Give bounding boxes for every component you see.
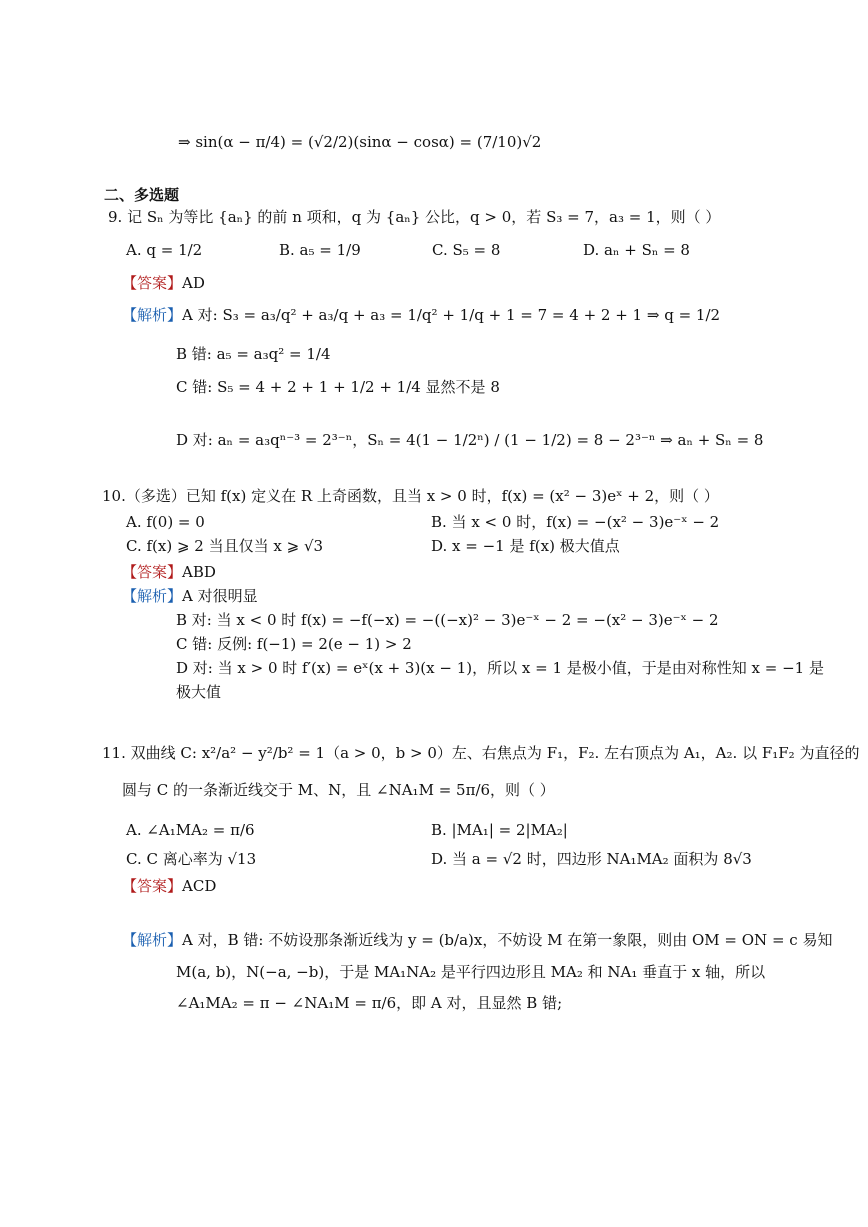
q9-analysis-1 [122,305,720,325]
q11-answer [122,876,216,896]
analysis-tag: 【解析】 [122,931,183,949]
q10-option-b: B. 当 x < 0 时，f(x) = −(x² − 3)e⁻ˣ − 2 [431,513,720,531]
q10-answer [122,562,216,582]
answer-value: ABD [182,563,216,581]
answer-tag: 【答案】 [122,274,183,292]
q10-analysis-4: D 对: 当 x > 0 时 f′(x) = eˣ(x + 3)(x − 1)，所以 x = 1 是极小值，于是由对称性知 x = −1 是 [176,659,824,677]
q9-option-c: C. S₅ = 8 [432,241,501,259]
q11-analysis-2: M(a, b)，N(−a, −b)，于是 MA₁NA₂ 是平行四边形且 MA₂ 和 NA₁ 垂直于 x 轴，所以 [176,963,766,981]
q10-analysis-1 [122,586,258,606]
q10-option-a: A. f(0) = 0 [126,513,205,531]
q9-option-b: B. a₅ = 1/9 [279,241,361,259]
q9-option-a: A. q = 1/2 [126,241,203,259]
q10-analysis-3: C 错: 反例: f(−1) = 2(e − 1) > 2 [176,635,412,653]
section-title: 二、多选题 [104,186,180,204]
q9-answer [122,273,205,293]
answer-value: ACD [182,877,217,895]
q11-stem-1: 11. 双曲线 C: x²/a² − y²/b² = 1（a > 0，b > 0）左、右焦点为 F₁，F₂. 左右顶点为 A₁，A₂. 以 F₁F₂ 为直径的 [102,744,860,762]
q10-stem: 10.（多选）已知 f(x) 定义在 R 上奇函数，且当 x > 0 时，f(x) = (x² − 3)eˣ + 2，则（ ） [102,487,719,505]
q11-option-d: D. 当 a = √2 时，四边形 NA₁MA₂ 面积为 8√3 [431,850,752,868]
q11-option-a: A. ∠A₁MA₂ = π/6 [126,821,255,839]
q11-analysis-1 [122,930,832,950]
answer-value: AD [182,274,205,292]
q11-option-b: B. |MA₁| = 2|MA₂| [431,821,568,839]
answer-tag: 【答案】 [122,563,183,581]
answer-tag: 【答案】 [122,877,183,895]
q9-option-d: D. aₙ + Sₙ = 8 [583,241,690,259]
q9-analysis-2: B 错: a₅ = a₃q² = 1/4 [176,345,331,363]
q9-stem: 9. 记 Sₙ 为等比 {aₙ} 的前 n 项和，q 为 {aₙ} 公比，q > 0，若 S₃ = 7，a₃ = 1，则（ ） [108,208,721,226]
top-formula: ⇒ sin(α − π/4) = (√2/2)(sinα − cosα) = (7/10)√2 [178,133,542,151]
analysis-text: A 对，B 错: 不妨设那条渐近线为 y = (b/a)x，不妨设 M 在第一象限，则由 OM = ON = c 易知 [182,931,833,949]
q11-analysis-3: ∠A₁MA₂ = π − ∠NA₁M = π/6，即 A 对，且显然 B 错; [176,994,563,1012]
analysis-text: A 对: S₃ = a₃/q² + a₃/q + a₃ = 1/q² + 1/q + 1 = 7 = 4 + 2 + 1 ⇒ q = 1/2 [182,306,721,324]
q9-analysis-3: C 错: S₅ = 4 + 2 + 1 + 1/2 + 1/4 显然不是 8 [176,378,500,396]
analysis-text: A 对很明显 [182,587,258,605]
analysis-tag: 【解析】 [122,587,183,605]
analysis-tag: 【解析】 [122,306,183,324]
q9-analysis-4: D 对: aₙ = a₃qⁿ⁻³ = 2³⁻ⁿ，Sₙ = 4(1 − 1/2ⁿ) / (1 − 1/2) = 8 − 2³⁻ⁿ ⇒ aₙ + Sₙ = 8 [176,431,764,449]
q10-option-d: D. x = −1 是 f(x) 极大值点 [431,537,620,555]
q10-option-c: C. f(x) ⩾ 2 当且仅当 x ⩾ √3 [126,537,324,555]
q10-analysis-2: B 对: 当 x < 0 时 f(x) = −f(−x) = −((−x)² − 3)e⁻ˣ − 2 = −(x² − 3)e⁻ˣ − 2 [176,611,719,629]
q11-option-c: C. C 离心率为 √13 [126,850,257,868]
q11-stem-2: 圆与 C 的一条渐近线交于 M、N，且 ∠NA₁M = 5π/6，则（ ） [122,781,555,799]
q10-analysis-5: 极大值 [176,683,222,701]
